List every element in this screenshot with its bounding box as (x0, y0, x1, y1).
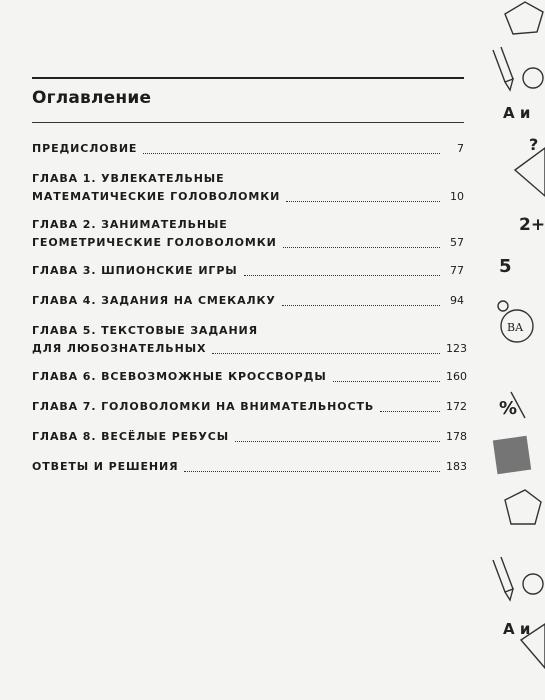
toc-entry-page: 77 (450, 264, 464, 277)
toc-entry[interactable] (32, 140, 464, 158)
toc-entry-title: ГЛАВА 2. ЗАНИМАТЕЛЬНЫЕ (32, 218, 228, 231)
toc-entry-title: ДЛЯ ЛЮБОЗНАТЕЛЬНЫХ (32, 342, 207, 355)
toc-entry-page: 10 (450, 190, 464, 203)
toc-entry-page: 178 (446, 430, 467, 443)
margin-badge-text: BA (507, 321, 524, 334)
toc-entry-page: 57 (450, 236, 464, 249)
toc-entry[interactable] (32, 262, 464, 280)
leader-dots (235, 441, 440, 442)
margin-letters-top: А и (503, 104, 531, 122)
leader-dots (283, 247, 440, 248)
toc-entry-title: ГЛАВА 4. ЗАДАНИЯ НА СМЕКАЛКУ (32, 294, 276, 307)
toc-entry[interactable] (32, 458, 467, 476)
toc-entry-title: ГЛАВА 6. ВСЕВОЗМОЖНЫЕ КРОССВОРДЫ (32, 370, 327, 383)
top-rule (32, 77, 464, 79)
toc-entry-title: ОТВЕТЫ И РЕШЕНИЯ (32, 460, 179, 473)
toc-entry-page: 172 (446, 400, 467, 413)
toc-entry-title: ГЛАВА 1. УВЛЕКАТЕЛЬНЫЕ (32, 172, 225, 185)
toc-entry[interactable] (32, 428, 467, 446)
pencil-icon (493, 47, 513, 90)
pentagon-icon (505, 2, 543, 34)
toc-entry[interactable] (32, 292, 464, 310)
triangle-icon (515, 148, 545, 196)
margin-letters-bottom: А и (503, 620, 531, 638)
toc-entry[interactable] (32, 216, 464, 252)
leader-dots (380, 411, 440, 412)
margin-percent: % (499, 398, 518, 419)
toc-entry-page: 94 (450, 294, 464, 307)
leader-dots (143, 153, 440, 154)
page-title: Оглавление (32, 88, 152, 108)
title-rule (32, 122, 464, 123)
toc-entry-page: 160 (446, 370, 467, 383)
toc-entry[interactable] (32, 398, 467, 416)
toc-entry[interactable] (32, 322, 467, 358)
toc-entry-title: ГЛАВА 7. ГОЛОВОЛОМКИ НА ВНИМАТЕЛЬНОСТЬ (32, 400, 375, 413)
toc-entry-title: ГЛАВА 3. ШПИОНСКИЕ ИГРЫ (32, 264, 238, 277)
smiley-icon (523, 68, 543, 88)
toc-entry-title: МАТЕМАТИЧЕСКИЕ ГОЛОВОЛОМКИ (32, 190, 281, 203)
leader-dots (212, 353, 440, 354)
toc-entry-title: ПРЕДИСЛОВИЕ (32, 142, 138, 155)
leader-dots (244, 275, 440, 276)
toc-entry-title: ГЛАВА 8. ВЕСЁЛЫЕ РЕБУСЫ (32, 430, 230, 443)
leader-dots (286, 201, 440, 202)
pentagon-icon (505, 490, 541, 524)
margin-doodles (485, 0, 545, 700)
patterned-square (493, 436, 531, 474)
leader-dots (333, 381, 440, 382)
margin-number-2: 2+ (519, 215, 545, 235)
toc-entry-title: ГЕОМЕТРИЧЕСКИЕ ГОЛОВОЛОМКИ (32, 236, 277, 249)
toc-entry[interactable] (32, 170, 464, 206)
leader-dots (184, 471, 440, 472)
toc-entry-page: 183 (446, 460, 467, 473)
toc-entry-title: ГЛАВА 5. ТЕКСТОВЫЕ ЗАДАНИЯ (32, 324, 259, 337)
toc-entry-page: 123 (446, 342, 467, 355)
pencil-icon (493, 557, 513, 600)
smiley-icon (523, 574, 543, 594)
margin-question: ? (529, 135, 539, 154)
margin-number-5: 5 (499, 256, 512, 277)
leader-dots (282, 305, 440, 306)
toc-entry[interactable] (32, 368, 467, 386)
toc-entry-page: 7 (457, 142, 464, 155)
